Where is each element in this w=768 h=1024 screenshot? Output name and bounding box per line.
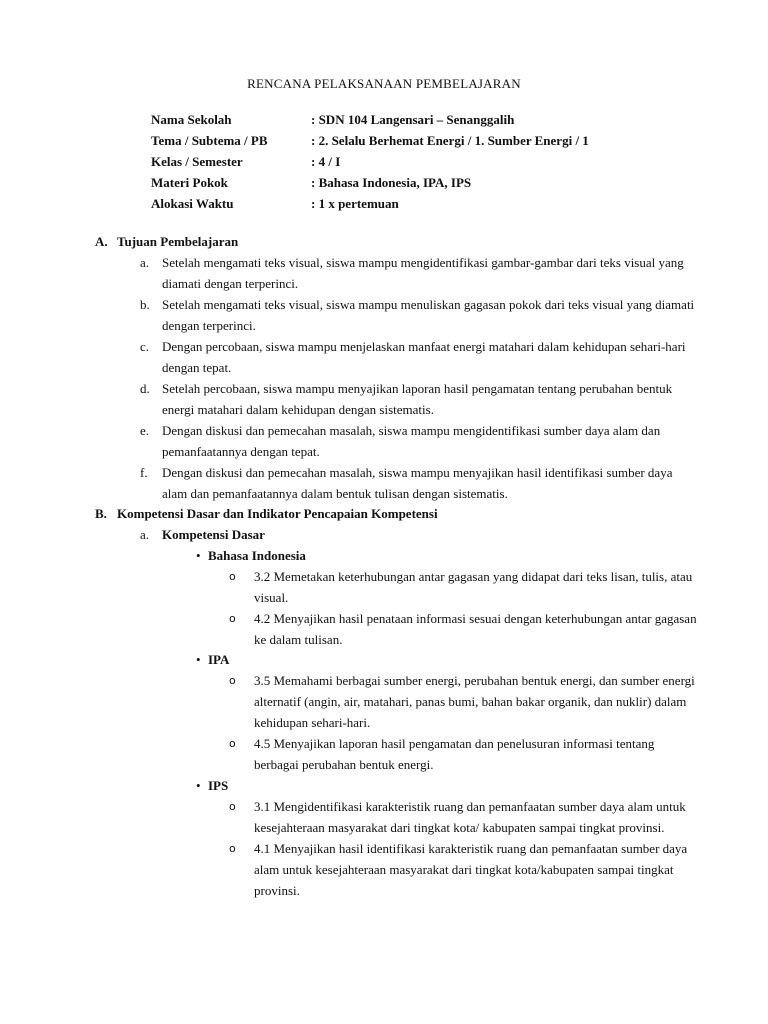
subsection-title: Kompetensi Dasar: [162, 527, 265, 542]
section-number: A.: [95, 234, 108, 249]
competency-text: 4.1 Menyajikan hasil identifikasi karakteristik ruang dan pemanfaatan sumber daya alam untuk kesejahteraan masyarakat dari tingkat kota/kabupaten sampai tingkat provinsi.: [254, 841, 688, 898]
subject-heading: [196, 649, 229, 670]
bullet-icon: •: [196, 778, 201, 793]
competency-item: [229, 796, 699, 838]
competency-list: [229, 670, 699, 775]
circle-bullet-icon: o: [229, 737, 236, 750]
meta-label: Alokasi Waktu: [151, 196, 234, 211]
competency-text: 3.1 Mengidentifikasi karakteristik ruang dan pemanfaatan sumber daya alam untuk kesejahteraan masyarakat dari tingkat kota/ kabupaten sampai tingkat provinsi.: [254, 799, 686, 835]
competency-item: [229, 670, 699, 733]
header-info: [151, 109, 589, 214]
subject-heading: [196, 545, 306, 566]
item-marker: c.: [140, 339, 150, 354]
list-item: [140, 336, 700, 378]
competency-text: 4.2 Menyajikan hasil penataan informasi sesuai dengan keterhubungan antar gagasan ke dalam tulisan.: [254, 611, 697, 647]
competency-list: [229, 796, 699, 901]
competency-item: [229, 608, 699, 650]
subject-name: IPA: [208, 652, 230, 667]
meta-label: Materi Pokok: [151, 175, 228, 190]
section-a-heading: [95, 231, 238, 252]
item-text: Setelah mengamati teks visual, siswa mampu menuliskan gagasan pokok dari teks visual yang diamati dengan terperinci.: [162, 297, 695, 333]
subject-name: Bahasa Indonesia: [208, 548, 306, 563]
meta-label: Tema / Subtema / PB: [151, 133, 268, 148]
circle-bullet-icon: o: [229, 842, 236, 855]
section-b-heading: [95, 503, 438, 524]
competency-text: 3.2 Memetakan keterhubungan antar gagasan yang didapat dari teks lisan, tulis, atau visual.: [254, 569, 693, 605]
meta-value: : 4 / I: [311, 154, 341, 169]
section-title: Tujuan Pembelajaran: [117, 234, 239, 249]
meta-value: : Bahasa Indonesia, IPA, IPS: [311, 175, 472, 190]
meta-row-class: [151, 151, 589, 172]
item-text: Dengan diskusi dan pemecahan masalah, siswa mampu menyajikan hasil identifikasi sumber daya alam dan pemanfaatannya dalam bentuk tulisan dengan sistematis.: [162, 465, 673, 501]
list-item: [140, 462, 700, 504]
list-item: [140, 294, 700, 336]
subject-heading: [196, 775, 228, 796]
competency-text: 4.5 Menyajikan laporan hasil pengamatan dan penelusuran informasi tentang berbagai perubahan bentuk energi.: [254, 736, 655, 772]
competency-item: [229, 838, 699, 901]
item-marker: a.: [140, 255, 150, 270]
item-marker: d.: [140, 381, 150, 396]
circle-bullet-icon: o: [229, 612, 236, 625]
item-text: Setelah mengamati teks visual, siswa mampu mengidentifikasi gambar-gambar dari teks visual yang diamati dengan terperinci.: [162, 255, 684, 291]
list-item: [140, 378, 700, 420]
circle-bullet-icon: o: [229, 674, 236, 687]
subsection-marker: a.: [140, 527, 150, 542]
item-text: Dengan percobaan, siswa mampu menjelaskan manfaat energi matahari dalam kehidupan sehari-hari dengan tepat.: [162, 339, 686, 375]
item-marker: e.: [140, 423, 150, 438]
item-marker: f.: [140, 465, 148, 480]
list-item: [140, 420, 700, 462]
objectives-list: [140, 252, 700, 504]
item-text: Dengan diskusi dan pemecahan masalah, siswa mampu mengidentifikasi sumber daya alam dan pemanfaatannya dengan tepat.: [162, 423, 661, 459]
meta-row-material: [151, 172, 589, 193]
item-text: Setelah percobaan, siswa mampu menyajikan laporan hasil pengamatan tentang perubahan bentuk energi matahari dalam kehidupan dengan sistematis.: [162, 381, 673, 417]
meta-row-school: [151, 109, 589, 130]
competency-item: [229, 733, 699, 775]
competency-text: 3.5 Memahami berbagai sumber energi, perubahan bentuk energi, dan sumber energi alternatif (angin, air, matahari, panas bumi, bahan bakar organik, dan nuklir) dalam kehidupan sehari-hari.: [254, 673, 695, 730]
circle-bullet-icon: o: [229, 570, 236, 583]
page-title: RENCANA PELAKSANAAN PEMBELAJARAN: [247, 76, 521, 91]
meta-row-theme: [151, 130, 589, 151]
bullet-icon: •: [196, 652, 201, 667]
item-marker: b.: [140, 297, 150, 312]
list-item: [140, 252, 700, 294]
subject-name: IPS: [208, 778, 229, 793]
meta-value: : 1 x pertemuan: [311, 196, 399, 211]
bullet-icon: •: [196, 548, 201, 563]
subsection-heading: [140, 524, 265, 545]
meta-label: Nama Sekolah: [151, 112, 232, 127]
meta-value: : SDN 104 Langensari – Senanggalih: [311, 112, 515, 127]
meta-label: Kelas / Semester: [151, 154, 243, 169]
section-number: B.: [95, 506, 107, 521]
meta-value: : 2. Selalu Berhemat Energi / 1. Sumber Energi / 1: [311, 133, 589, 148]
meta-row-time: [151, 193, 589, 214]
circle-bullet-icon: o: [229, 800, 236, 813]
competency-item: [229, 566, 699, 608]
section-title: Kompetensi Dasar dan Indikator Pencapaian Kompetensi: [117, 506, 438, 521]
competency-list: [229, 566, 699, 650]
